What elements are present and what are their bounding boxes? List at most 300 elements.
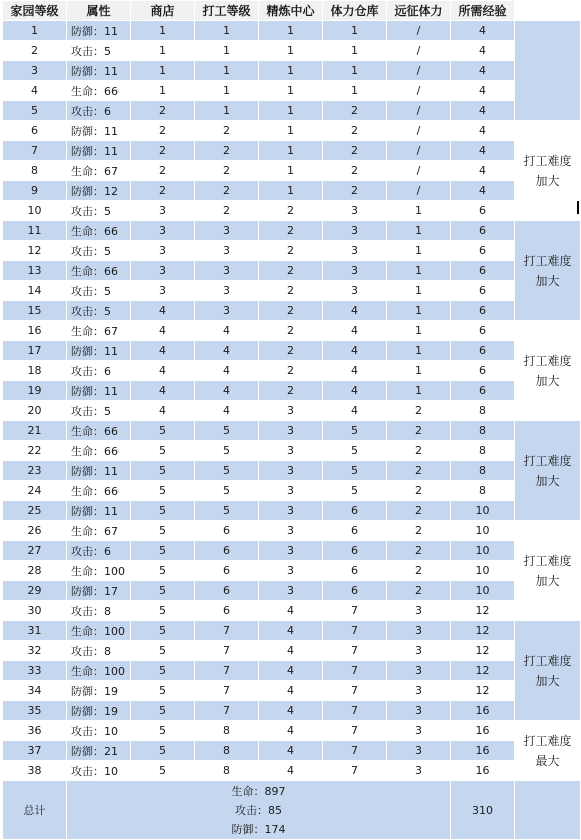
cell-refine-center: 2 — [259, 221, 323, 241]
cell-attribute: 生命：100 — [67, 561, 131, 581]
cell-required-exp: 12 — [451, 661, 515, 681]
cell-shop: 5 — [131, 501, 195, 521]
cell-refine-center: 3 — [259, 541, 323, 561]
cell-expedition-stamina: 2 — [387, 481, 451, 501]
cell-stamina-storage: 3 — [323, 281, 387, 301]
cell-stamina-storage: 5 — [323, 441, 387, 461]
cell-required-exp: 8 — [451, 401, 515, 421]
cell-shop: 5 — [131, 741, 195, 761]
cell-refine-center: 4 — [259, 621, 323, 641]
cell-shop: 5 — [131, 481, 195, 501]
cell-attribute: 攻击：10 — [67, 761, 131, 781]
header-refine-center: 精炼中心 — [259, 1, 323, 21]
cell-level: 11 — [3, 221, 67, 241]
cell-required-exp: 4 — [451, 21, 515, 41]
cell-refine-center: 1 — [259, 21, 323, 41]
cell-work-level: 1 — [195, 41, 259, 61]
cell-work-level: 3 — [195, 241, 259, 261]
cell-level: 4 — [3, 81, 67, 101]
cell-stamina-storage: 7 — [323, 761, 387, 781]
cell-work-level: 4 — [195, 321, 259, 341]
cell-shop: 3 — [131, 241, 195, 261]
cell-attribute: 生命：67 — [67, 161, 131, 181]
cell-work-level: 8 — [195, 721, 259, 741]
cell-expedition-stamina: / — [387, 41, 451, 61]
cell-required-exp: 16 — [451, 761, 515, 781]
cell-shop: 3 — [131, 261, 195, 281]
cell-attribute: 生命：66 — [67, 421, 131, 441]
table-row — [3, 701, 581, 721]
cell-shop: 5 — [131, 441, 195, 461]
cell-refine-center: 4 — [259, 681, 323, 701]
cell-shop: 5 — [131, 701, 195, 721]
table-row — [3, 641, 581, 661]
cell-level: 12 — [3, 241, 67, 261]
cell-work-level: 6 — [195, 521, 259, 541]
cell-stamina-storage: 1 — [323, 21, 387, 41]
cell-expedition-stamina: 2 — [387, 541, 451, 561]
cell-work-level: 8 — [195, 761, 259, 781]
cell-expedition-stamina: / — [387, 101, 451, 121]
cell-shop: 2 — [131, 181, 195, 201]
cell-expedition-stamina: 2 — [387, 401, 451, 421]
cell-attribute: 攻击：5 — [67, 201, 131, 221]
table-row — [3, 561, 581, 581]
cell-work-level: 7 — [195, 701, 259, 721]
cell-level: 6 — [3, 121, 67, 141]
total-exp: 310 — [451, 781, 515, 840]
cell-level: 38 — [3, 761, 67, 781]
cell-refine-center: 3 — [259, 581, 323, 601]
table-row — [3, 541, 581, 561]
cell-refine-center: 4 — [259, 701, 323, 721]
cell-expedition-stamina: 3 — [387, 721, 451, 741]
cell-refine-center: 1 — [259, 121, 323, 141]
cell-attribute: 生命：67 — [67, 321, 131, 341]
cell-attribute: 攻击：5 — [67, 281, 131, 301]
table-row — [3, 581, 581, 601]
cell-required-exp: 12 — [451, 681, 515, 701]
cell-work-level: 2 — [195, 121, 259, 141]
cell-shop: 4 — [131, 341, 195, 361]
cell-level: 26 — [3, 521, 67, 541]
total-row — [3, 781, 581, 840]
cell-expedition-stamina: 2 — [387, 461, 451, 481]
cell-refine-center: 3 — [259, 521, 323, 541]
cell-work-level: 3 — [195, 221, 259, 241]
cell-stamina-storage: 6 — [323, 501, 387, 521]
cell-required-exp: 10 — [451, 541, 515, 561]
cell-stamina-storage: 4 — [323, 401, 387, 421]
cell-attribute: 攻击：6 — [67, 361, 131, 381]
table-row — [3, 521, 581, 541]
cell-refine-center: 1 — [259, 61, 323, 81]
cell-shop: 5 — [131, 561, 195, 581]
cell-expedition-stamina: 3 — [387, 741, 451, 761]
cell-required-exp: 6 — [451, 301, 515, 321]
cell-work-level: 2 — [195, 201, 259, 221]
table-row — [3, 361, 581, 381]
table-row — [3, 61, 581, 81]
cell-note: 打工难度 最大 — [515, 721, 581, 781]
table-row — [3, 261, 581, 281]
cell-stamina-storage: 7 — [323, 701, 387, 721]
cell-attribute: 攻击：5 — [67, 401, 131, 421]
header-note — [515, 1, 581, 21]
cell-expedition-stamina: 1 — [387, 321, 451, 341]
cell-note — [515, 21, 581, 121]
cell-refine-center: 4 — [259, 721, 323, 741]
cell-level: 37 — [3, 741, 67, 761]
cell-required-exp: 16 — [451, 701, 515, 721]
cell-work-level: 6 — [195, 581, 259, 601]
cell-expedition-stamina: / — [387, 121, 451, 141]
cell-level: 1 — [3, 21, 67, 41]
cell-expedition-stamina: 1 — [387, 361, 451, 381]
cell-shop: 2 — [131, 121, 195, 141]
cell-required-exp: 10 — [451, 521, 515, 541]
cell-expedition-stamina: 1 — [387, 201, 451, 221]
cell-required-exp: 6 — [451, 341, 515, 361]
cell-attribute: 攻击：5 — [67, 301, 131, 321]
header-level: 家园等级 — [3, 1, 67, 21]
table-row — [3, 81, 581, 101]
cell-expedition-stamina: / — [387, 81, 451, 101]
cell-shop: 2 — [131, 161, 195, 181]
total-note — [515, 781, 581, 840]
cell-work-level: 8 — [195, 741, 259, 761]
cell-note: 打工难度 加大 — [515, 421, 581, 521]
cell-stamina-storage: 6 — [323, 561, 387, 581]
table-row — [3, 721, 581, 741]
cell-stamina-storage: 2 — [323, 161, 387, 181]
cell-level: 30 — [3, 601, 67, 621]
cell-attribute: 防御：17 — [67, 581, 131, 601]
cell-required-exp: 4 — [451, 141, 515, 161]
cell-work-level: 2 — [195, 161, 259, 181]
cell-work-level: 2 — [195, 181, 259, 201]
cell-refine-center: 3 — [259, 401, 323, 421]
total-life: 生命：897 — [231, 784, 286, 798]
cell-expedition-stamina: 1 — [387, 341, 451, 361]
cell-note: 打工难度 加大 — [515, 521, 581, 621]
cell-required-exp: 6 — [451, 241, 515, 261]
header-shop: 商店 — [131, 1, 195, 21]
cell-attribute: 防御：12 — [67, 181, 131, 201]
cell-shop: 5 — [131, 761, 195, 781]
header-stamina-storage: 体力仓库 — [323, 1, 387, 21]
cell-work-level: 6 — [195, 541, 259, 561]
cell-work-level: 5 — [195, 501, 259, 521]
cell-work-level: 5 — [195, 421, 259, 441]
cell-expedition-stamina: 3 — [387, 761, 451, 781]
cell-work-level: 1 — [195, 101, 259, 121]
cell-required-exp: 6 — [451, 201, 515, 221]
cell-expedition-stamina: 2 — [387, 561, 451, 581]
cell-level: 2 — [3, 41, 67, 61]
table-row — [3, 41, 581, 61]
cell-refine-center: 2 — [259, 201, 323, 221]
cell-expedition-stamina: 2 — [387, 521, 451, 541]
cell-refine-center: 4 — [259, 741, 323, 761]
cell-refine-center: 1 — [259, 41, 323, 61]
table-row — [3, 501, 581, 521]
cell-expedition-stamina: 3 — [387, 701, 451, 721]
cell-refine-center: 2 — [259, 341, 323, 361]
cell-required-exp: 6 — [451, 361, 515, 381]
cell-expedition-stamina: 2 — [387, 441, 451, 461]
cell-level: 33 — [3, 661, 67, 681]
cell-shop: 5 — [131, 721, 195, 741]
cell-level: 28 — [3, 561, 67, 581]
cell-stamina-storage: 1 — [323, 41, 387, 61]
cell-refine-center: 3 — [259, 481, 323, 501]
table-row — [3, 241, 581, 261]
table-row — [3, 321, 581, 341]
cell-stamina-storage: 3 — [323, 261, 387, 281]
cell-level: 14 — [3, 281, 67, 301]
cell-refine-center: 2 — [259, 301, 323, 321]
cell-required-exp: 8 — [451, 421, 515, 441]
cell-expedition-stamina: 3 — [387, 661, 451, 681]
cell-refine-center: 4 — [259, 661, 323, 681]
cell-attribute: 生命：66 — [67, 441, 131, 461]
cell-level: 3 — [3, 61, 67, 81]
table-row — [3, 461, 581, 481]
cell-level: 24 — [3, 481, 67, 501]
cell-shop: 2 — [131, 101, 195, 121]
cell-shop: 5 — [131, 541, 195, 561]
cell-work-level: 4 — [195, 401, 259, 421]
cell-required-exp: 4 — [451, 41, 515, 61]
table-row — [3, 21, 581, 41]
cell-required-exp: 4 — [451, 161, 515, 181]
cell-attribute: 攻击：5 — [67, 241, 131, 261]
cell-shop: 4 — [131, 361, 195, 381]
cell-stamina-storage: 3 — [323, 221, 387, 241]
cell-level: 15 — [3, 301, 67, 321]
table-row — [3, 141, 581, 161]
cell-work-level: 6 — [195, 561, 259, 581]
cell-level: 8 — [3, 161, 67, 181]
total-attack: 攻击：85 — [235, 803, 282, 817]
cell-required-exp: 8 — [451, 461, 515, 481]
cell-shop: 1 — [131, 81, 195, 101]
cell-shop: 2 — [131, 141, 195, 161]
cell-required-exp: 4 — [451, 61, 515, 81]
table-row — [3, 741, 581, 761]
cell-required-exp: 6 — [451, 321, 515, 341]
cell-refine-center: 3 — [259, 421, 323, 441]
table-row — [3, 761, 581, 781]
cell-work-level: 1 — [195, 61, 259, 81]
cell-expedition-stamina: 1 — [387, 241, 451, 261]
cell-shop: 3 — [131, 201, 195, 221]
cell-refine-center: 4 — [259, 761, 323, 781]
cell-expedition-stamina: 2 — [387, 501, 451, 521]
table-row — [3, 481, 581, 501]
cell-attribute: 生命：66 — [67, 261, 131, 281]
cell-refine-center: 1 — [259, 81, 323, 101]
cell-expedition-stamina: / — [387, 161, 451, 181]
cell-level: 10 — [3, 201, 67, 221]
cell-stamina-storage: 6 — [323, 581, 387, 601]
cell-attribute: 防御：11 — [67, 141, 131, 161]
cell-refine-center: 2 — [259, 241, 323, 261]
cell-refine-center: 3 — [259, 501, 323, 521]
cell-shop: 1 — [131, 21, 195, 41]
cell-level: 34 — [3, 681, 67, 701]
total-defense: 防御：174 — [231, 822, 286, 836]
cell-level: 9 — [3, 181, 67, 201]
cell-refine-center: 2 — [259, 321, 323, 341]
cell-stamina-storage: 4 — [323, 321, 387, 341]
cell-attribute: 攻击：8 — [67, 601, 131, 621]
cell-work-level: 7 — [195, 661, 259, 681]
cell-stamina-storage: 5 — [323, 461, 387, 481]
cell-refine-center: 3 — [259, 461, 323, 481]
cell-stamina-storage: 4 — [323, 361, 387, 381]
header-attribute: 属性 — [67, 1, 131, 21]
table-row — [3, 121, 581, 141]
cell-level: 20 — [3, 401, 67, 421]
table-row — [3, 621, 581, 641]
table-row — [3, 201, 581, 221]
cell-attribute: 防御：11 — [67, 341, 131, 361]
cell-shop: 5 — [131, 581, 195, 601]
cell-expedition-stamina: 3 — [387, 641, 451, 661]
table-row — [3, 301, 581, 321]
cell-attribute: 生命：67 — [67, 521, 131, 541]
cell-level: 17 — [3, 341, 67, 361]
table-row — [3, 101, 581, 121]
cell-shop: 4 — [131, 321, 195, 341]
cell-stamina-storage: 7 — [323, 601, 387, 621]
cell-stamina-storage: 3 — [323, 201, 387, 221]
cell-required-exp: 4 — [451, 181, 515, 201]
table-row — [3, 181, 581, 201]
cell-refine-center: 3 — [259, 441, 323, 461]
cell-required-exp: 6 — [451, 281, 515, 301]
cell-expedition-stamina: 1 — [387, 261, 451, 281]
cell-work-level: 4 — [195, 341, 259, 361]
cell-level: 16 — [3, 321, 67, 341]
cell-work-level: 3 — [195, 261, 259, 281]
total-attributes — [67, 781, 451, 840]
home-level-table — [2, 0, 581, 840]
cell-level: 29 — [3, 581, 67, 601]
cell-stamina-storage: 3 — [323, 241, 387, 261]
cell-required-exp: 6 — [451, 221, 515, 241]
cell-attribute: 防御：11 — [67, 121, 131, 141]
cell-work-level: 3 — [195, 301, 259, 321]
cell-stamina-storage: 2 — [323, 181, 387, 201]
cell-attribute: 生命：66 — [67, 481, 131, 501]
cell-refine-center: 2 — [259, 261, 323, 281]
cell-refine-center: 2 — [259, 361, 323, 381]
cell-shop: 1 — [131, 61, 195, 81]
cell-expedition-stamina: 1 — [387, 301, 451, 321]
cell-level: 36 — [3, 721, 67, 741]
cell-shop: 3 — [131, 221, 195, 241]
cell-refine-center: 1 — [259, 161, 323, 181]
cell-refine-center: 1 — [259, 101, 323, 121]
cell-stamina-storage: 5 — [323, 481, 387, 501]
cell-required-exp: 8 — [451, 441, 515, 461]
table-row — [3, 281, 581, 301]
cell-level: 21 — [3, 421, 67, 441]
cell-refine-center: 4 — [259, 641, 323, 661]
cell-shop: 4 — [131, 301, 195, 321]
cell-work-level: 5 — [195, 441, 259, 461]
cell-level: 7 — [3, 141, 67, 161]
cell-level: 35 — [3, 701, 67, 721]
cell-note: 打工难度 加大 — [515, 321, 581, 421]
cell-stamina-storage: 7 — [323, 641, 387, 661]
cell-required-exp: 4 — [451, 121, 515, 141]
cell-stamina-storage: 1 — [323, 61, 387, 81]
table-row — [3, 441, 581, 461]
cell-stamina-storage: 7 — [323, 661, 387, 681]
table-row — [3, 161, 581, 181]
cell-stamina-storage: 6 — [323, 521, 387, 541]
cell-expedition-stamina: / — [387, 181, 451, 201]
cell-attribute: 防御：11 — [67, 461, 131, 481]
cell-required-exp: 10 — [451, 581, 515, 601]
cell-required-exp: 16 — [451, 741, 515, 761]
cell-stamina-storage: 2 — [323, 101, 387, 121]
cell-level: 22 — [3, 441, 67, 461]
cell-shop: 4 — [131, 381, 195, 401]
cell-work-level: 7 — [195, 641, 259, 661]
cell-expedition-stamina: / — [387, 61, 451, 81]
cell-work-level: 1 — [195, 21, 259, 41]
cell-required-exp: 12 — [451, 641, 515, 661]
cell-note: 打工难度 加大 — [515, 121, 581, 221]
cell-work-level: 5 — [195, 461, 259, 481]
cell-shop: 5 — [131, 641, 195, 661]
cell-expedition-stamina: 2 — [387, 421, 451, 441]
cell-stamina-storage: 5 — [323, 421, 387, 441]
cell-work-level: 5 — [195, 481, 259, 501]
cell-required-exp: 10 — [451, 561, 515, 581]
cell-attribute: 攻击：6 — [67, 541, 131, 561]
cell-attribute: 生命：66 — [67, 221, 131, 241]
total-label: 总计 — [3, 781, 67, 840]
cell-shop: 3 — [131, 281, 195, 301]
cell-level: 27 — [3, 541, 67, 561]
header-work-level: 打工等级 — [195, 1, 259, 21]
cell-refine-center: 4 — [259, 601, 323, 621]
cell-stamina-storage: 7 — [323, 721, 387, 741]
cell-refine-center: 3 — [259, 561, 323, 581]
cell-shop: 1 — [131, 41, 195, 61]
cell-stamina-storage: 2 — [323, 141, 387, 161]
cell-stamina-storage: 2 — [323, 121, 387, 141]
cell-required-exp: 8 — [451, 481, 515, 501]
cell-work-level: 4 — [195, 361, 259, 381]
cell-required-exp: 4 — [451, 81, 515, 101]
cell-work-level: 6 — [195, 601, 259, 621]
cell-level: 31 — [3, 621, 67, 641]
cell-stamina-storage: 7 — [323, 741, 387, 761]
cell-attribute: 攻击：5 — [67, 41, 131, 61]
cell-required-exp: 10 — [451, 501, 515, 521]
cell-work-level: 2 — [195, 141, 259, 161]
cell-required-exp: 16 — [451, 721, 515, 741]
cell-shop: 5 — [131, 601, 195, 621]
cell-attribute: 防御：11 — [67, 61, 131, 81]
